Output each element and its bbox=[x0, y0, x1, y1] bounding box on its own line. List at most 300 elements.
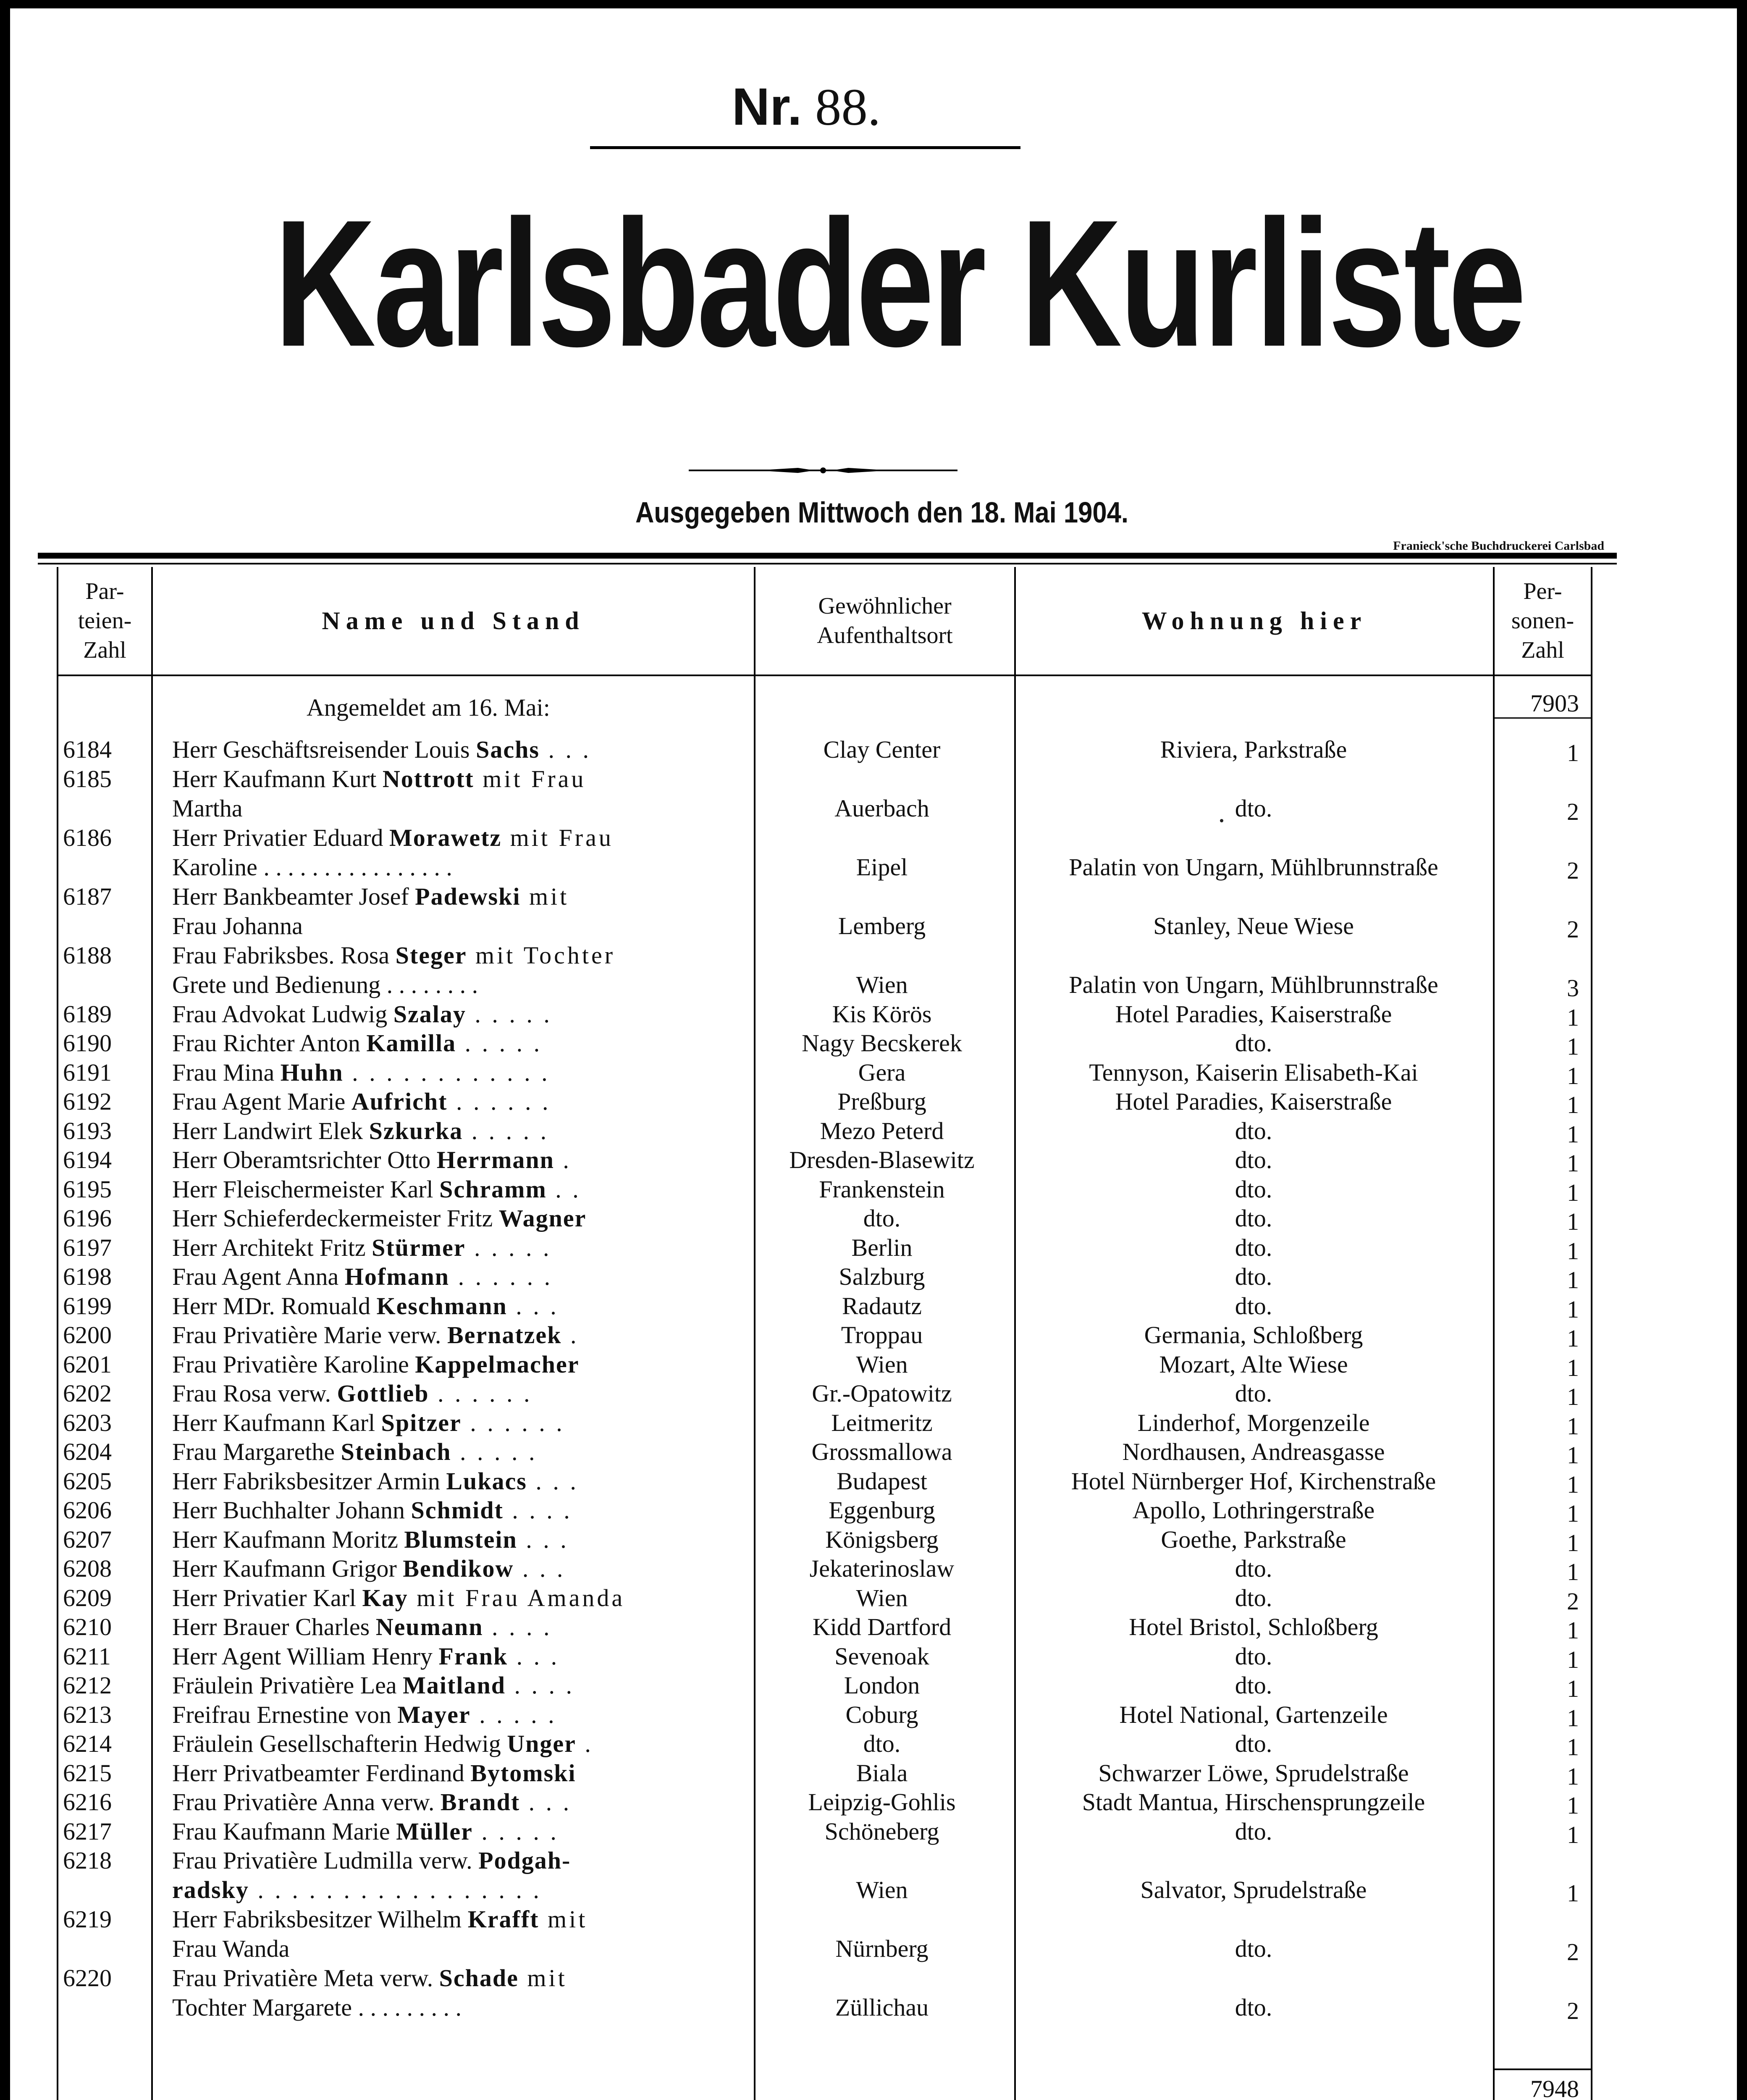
name-text-line2: Frau Johanna bbox=[172, 912, 303, 940]
name-suffix: mit Tochter bbox=[467, 941, 616, 969]
guest-name bbox=[172, 1612, 735, 1642]
name-text: Herr Fabriksbesitzer Armin bbox=[172, 1467, 446, 1495]
col-header-persons: Per-sonen-Zahl bbox=[1511, 578, 1574, 663]
lodging: Salvator, Sprudelstraße bbox=[1140, 1876, 1367, 1903]
persons-count: 1 bbox=[1567, 1762, 1579, 1790]
guest-name bbox=[172, 735, 735, 764]
persons-count: 1 bbox=[1567, 1062, 1579, 1089]
persons-count: 1 bbox=[1567, 1617, 1579, 1644]
usual-residence: dto. bbox=[863, 1730, 901, 1757]
name-text-line2: Tochter Margarete . . . . . . . . . bbox=[172, 1994, 462, 2021]
persons-count: 1 bbox=[1567, 1821, 1579, 1848]
name-text: Frau Privatière Karoline bbox=[172, 1350, 415, 1378]
party-number: 6207 bbox=[63, 1525, 112, 1553]
newspaper-title: Karlsbader Kurliste bbox=[274, 183, 1524, 384]
name-suffix: . . . bbox=[514, 1555, 566, 1582]
lodging: Hotel National, Gartenzeile bbox=[1119, 1701, 1388, 1728]
guest-name bbox=[172, 1729, 735, 1759]
party-number: 6214 bbox=[63, 1730, 112, 1757]
persons-count: 2 bbox=[1567, 1587, 1579, 1615]
divider-ornament-icon bbox=[689, 466, 957, 475]
surname: Nottrott bbox=[382, 765, 474, 793]
usual-residence: dto. bbox=[863, 1205, 901, 1232]
surname: Krafft bbox=[467, 1906, 539, 1933]
name-text: Herr Geschäftsreisender Louis bbox=[172, 736, 476, 763]
surname: Wagner bbox=[498, 1205, 587, 1232]
usual-residence: Züllichau bbox=[835, 1994, 929, 2021]
lodging: dto. bbox=[1235, 794, 1272, 822]
party-number: 6203 bbox=[63, 1409, 112, 1436]
lodging: Goethe, Parkstraße bbox=[1161, 1525, 1346, 1553]
persons-count: 2 bbox=[1567, 856, 1579, 884]
lodging: dto. bbox=[1235, 1642, 1272, 1670]
usual-residence: Troppau bbox=[841, 1321, 923, 1349]
lodging: dto. bbox=[1235, 1994, 1272, 2021]
lodging: Apollo, Lothringerstraße bbox=[1132, 1496, 1375, 1524]
persons-count: 1 bbox=[1567, 1091, 1579, 1118]
persons-count: 1 bbox=[1567, 1295, 1579, 1323]
lodging: dto. bbox=[1235, 1672, 1272, 1699]
party-number: 6197 bbox=[63, 1234, 112, 1261]
persons-count: 1 bbox=[1567, 1237, 1579, 1265]
party-number: 6186 bbox=[63, 824, 112, 851]
total-count: 7948 bbox=[1530, 2075, 1579, 2100]
party-number: 6194 bbox=[63, 1146, 112, 1173]
name-suffix: . . . . . . bbox=[461, 1409, 565, 1436]
guest-name bbox=[172, 1759, 735, 1788]
lodging: Hotel Paradies, Kaiserstraße bbox=[1115, 1088, 1392, 1115]
table-border-right bbox=[1591, 567, 1592, 2100]
name-text: Frau Margarethe bbox=[172, 1438, 341, 1465]
col-header-usual-residence: Gewöhnlicher Aufenthaltsort bbox=[817, 593, 953, 648]
surname: Aufricht bbox=[351, 1088, 448, 1115]
persons-count: 1 bbox=[1567, 1354, 1579, 1381]
party-number: 6202 bbox=[63, 1380, 112, 1407]
header-rule-thin bbox=[38, 563, 1617, 564]
name-suffix: mit bbox=[539, 1906, 588, 1933]
persons-count: 1 bbox=[1567, 1558, 1579, 1586]
guest-name bbox=[172, 764, 735, 823]
name-suffix: mit Frau Amanda bbox=[408, 1584, 625, 1612]
issue-date-line: Ausgegeben Mittwoch den 18. Mai 1904. bbox=[635, 496, 1129, 529]
surname-line2: radsky bbox=[172, 1876, 249, 1903]
lodging: Hotel Nürnberger Hof, Kirchenstraße bbox=[1071, 1467, 1436, 1495]
usual-residence: Jekaterinoslaw bbox=[809, 1555, 955, 1582]
name-suffix: . . . . . bbox=[470, 1701, 557, 1728]
usual-residence: Sevenoak bbox=[834, 1642, 929, 1670]
surname: Frank bbox=[438, 1642, 508, 1670]
usual-residence: Clay Center bbox=[823, 736, 941, 763]
usual-residence: Frankenstein bbox=[819, 1175, 945, 1203]
surname: Bernatzek bbox=[447, 1321, 562, 1349]
issue-label: Nr. bbox=[732, 78, 802, 136]
persons-count: 2 bbox=[1567, 915, 1579, 943]
column-divider-1 bbox=[151, 567, 153, 2100]
guest-name bbox=[172, 1467, 735, 1496]
name-suffix: . . . . . bbox=[466, 1000, 552, 1028]
surname: Hofmann bbox=[344, 1263, 450, 1290]
surname: Sachs bbox=[476, 736, 540, 763]
surname: Herrmann bbox=[436, 1146, 554, 1173]
party-number: 6190 bbox=[63, 1029, 112, 1057]
lodging: dto. bbox=[1235, 1584, 1272, 1612]
party-number: 6192 bbox=[63, 1088, 112, 1115]
name-suffix: mit bbox=[520, 882, 569, 910]
guest-name bbox=[172, 882, 735, 941]
name-text: Herr Kaufmann Kurt bbox=[172, 765, 383, 793]
name-text: Herr Architekt Fritz bbox=[172, 1234, 372, 1261]
party-number: 6209 bbox=[63, 1584, 112, 1612]
name-text: Frau Rosa verw. bbox=[172, 1380, 337, 1407]
lodging: Riviera, Parkstraße bbox=[1160, 736, 1347, 763]
name-suffix: . . . . . bbox=[465, 1234, 552, 1261]
party-number: 6195 bbox=[63, 1175, 112, 1203]
name-text: Frau Privatière Anna verw. bbox=[172, 1788, 441, 1816]
surname: Stürmer bbox=[372, 1234, 466, 1261]
persons-count: 1 bbox=[1567, 1179, 1579, 1206]
party-number: 6199 bbox=[63, 1292, 112, 1320]
usual-residence: Grossmallowa bbox=[811, 1438, 952, 1465]
lodging: Palatin von Ungarn, Mühlbrunnstraße bbox=[1069, 853, 1438, 881]
usual-residence: Berlin bbox=[851, 1234, 913, 1261]
lodging: dto. bbox=[1235, 1380, 1272, 1407]
party-number: 6212 bbox=[63, 1672, 112, 1699]
col-header-name: Name und Stand bbox=[322, 607, 585, 635]
name-suffix: . . . . . . bbox=[429, 1380, 532, 1407]
lodging: Linderhof, Morgenzeile bbox=[1137, 1409, 1370, 1436]
guest-name bbox=[172, 1437, 735, 1467]
name-suffix: . . . bbox=[507, 1292, 559, 1320]
persons-count: 1 bbox=[1567, 1704, 1579, 1732]
name-suffix: . . . . . . bbox=[449, 1263, 553, 1290]
surname: Schade bbox=[439, 1964, 519, 1992]
usual-residence: Leitmeritz bbox=[831, 1409, 933, 1436]
usual-residence: Schöneberg bbox=[824, 1817, 939, 1845]
party-number: 6205 bbox=[63, 1467, 112, 1495]
usual-residence: Dresden-Blasewitz bbox=[789, 1146, 975, 1173]
surname: Schramm bbox=[439, 1175, 547, 1203]
party-number: 6208 bbox=[63, 1555, 112, 1582]
surname: Morawetz bbox=[389, 824, 502, 851]
name-text: Freifrau Ernestine von bbox=[172, 1701, 398, 1728]
name-suffix-line2: . . . . . . . . . . . . . . . . . bbox=[249, 1876, 542, 1903]
name-suffix: . . . . . bbox=[451, 1438, 538, 1465]
surname: Padewski bbox=[415, 882, 521, 910]
usual-residence: Preßburg bbox=[837, 1088, 926, 1115]
name-text: Herr Buchhalter Johann bbox=[172, 1496, 411, 1524]
carry-over-rule bbox=[1495, 717, 1591, 719]
name-suffix: . . . . bbox=[505, 1672, 574, 1699]
party-number: 6191 bbox=[63, 1058, 112, 1086]
guest-name bbox=[172, 1029, 735, 1058]
usual-residence: Radautz bbox=[842, 1292, 922, 1320]
surname: Müller bbox=[396, 1817, 473, 1845]
persons-count: 1 bbox=[1567, 739, 1579, 766]
guest-name bbox=[172, 1846, 735, 1905]
name-suffix: mit bbox=[518, 1964, 567, 1992]
guest-name bbox=[172, 1087, 735, 1116]
surname: Huhn bbox=[280, 1058, 344, 1086]
lodging: dto. bbox=[1235, 1935, 1272, 1962]
issue-underline bbox=[590, 146, 1020, 149]
surname: Szkurka bbox=[369, 1117, 463, 1144]
name-text: Fräulein Gesellschafterin Hedwig bbox=[172, 1730, 507, 1757]
issue-number bbox=[592, 76, 1020, 139]
name-text-line2: Frau Wanda bbox=[172, 1935, 290, 1962]
guest-name bbox=[172, 1671, 735, 1700]
persons-count: 1 bbox=[1567, 1325, 1579, 1352]
persons-count: 1 bbox=[1567, 1208, 1579, 1235]
name-suffix: . bbox=[554, 1146, 572, 1173]
name-text-line2: Martha bbox=[172, 794, 243, 822]
persons-count: 1 bbox=[1567, 1529, 1579, 1557]
persons-count: 1 bbox=[1567, 1500, 1579, 1527]
guest-name bbox=[172, 1554, 735, 1583]
party-number: 6184 bbox=[63, 736, 112, 763]
usual-residence: Gr.-Opatowitz bbox=[812, 1380, 952, 1407]
name-text: Herr Fabriksbesitzer Wilhelm bbox=[172, 1906, 468, 1933]
surname: Keschmann bbox=[376, 1292, 507, 1320]
name-text: Frau Richter Anton bbox=[172, 1029, 367, 1057]
surname: Bendikow bbox=[403, 1555, 514, 1582]
guest-name bbox=[172, 1000, 735, 1029]
name-text: Frau Advokat Ludwig bbox=[172, 1000, 393, 1028]
persons-count: 1 bbox=[1567, 1792, 1579, 1819]
persons-count: 1 bbox=[1567, 1266, 1579, 1294]
name-text-line2: Grete und Bedienung . . . . . . . . bbox=[172, 971, 478, 998]
lodging: Schwarzer Löwe, Sprudelstraße bbox=[1098, 1759, 1409, 1787]
name-text: Herr Kaufmann Grigor bbox=[172, 1555, 403, 1582]
surname: Gottlieb bbox=[337, 1380, 429, 1407]
party-number: 6220 bbox=[63, 1964, 112, 1992]
lodging: dto. bbox=[1235, 1175, 1272, 1203]
name-suffix: . . . . . bbox=[472, 1817, 559, 1845]
party-number: 6210 bbox=[63, 1613, 112, 1641]
column-divider-2 bbox=[754, 567, 755, 2100]
name-suffix: . . . . . . bbox=[447, 1088, 551, 1115]
surname: Brandt bbox=[440, 1788, 520, 1816]
usual-residence: Leipzig-Gohlis bbox=[808, 1788, 956, 1816]
guest-name bbox=[172, 1175, 735, 1204]
persons-count: 1 bbox=[1567, 1646, 1579, 1673]
usual-residence: Wien bbox=[856, 1584, 908, 1612]
persons-count: 3 bbox=[1567, 974, 1579, 1002]
lodging: dto. bbox=[1235, 1029, 1272, 1057]
header-rule-thick bbox=[38, 553, 1617, 559]
name-suffix: . . . . . bbox=[456, 1029, 543, 1057]
surname: Maitland bbox=[403, 1672, 506, 1699]
name-text: Herr Oberamtsrichter Otto bbox=[172, 1146, 437, 1173]
party-number: 6188 bbox=[63, 941, 112, 969]
name-suffix: . . . . bbox=[503, 1496, 572, 1524]
party-number: 6206 bbox=[63, 1496, 112, 1524]
usual-residence: Wien bbox=[856, 1350, 908, 1378]
usual-residence: Biala bbox=[856, 1759, 908, 1787]
persons-count: 2 bbox=[1567, 1997, 1579, 2024]
name-suffix: . . . . . bbox=[463, 1117, 549, 1144]
lodging: dto. bbox=[1235, 1205, 1272, 1232]
usual-residence: Wien bbox=[856, 1876, 908, 1903]
persons-count: 1 bbox=[1567, 1412, 1579, 1440]
party-number: 6201 bbox=[63, 1350, 112, 1378]
name-text: Herr Agent William Henry bbox=[172, 1642, 439, 1670]
lodging: Germania, Schloßberg bbox=[1144, 1321, 1363, 1349]
party-number: 6187 bbox=[63, 882, 112, 910]
page-border-left bbox=[0, 0, 10, 2100]
party-number: 6219 bbox=[63, 1906, 112, 1933]
lodging: Mozart, Alte Wiese bbox=[1159, 1350, 1348, 1378]
lodging: Palatin von Ungarn, Mühlbrunnstraße bbox=[1069, 971, 1438, 998]
name-text: Herr Privatier Eduard bbox=[172, 824, 389, 851]
name-suffix: . . . bbox=[539, 736, 591, 763]
guest-name bbox=[172, 1058, 735, 1087]
guest-name bbox=[172, 1583, 735, 1613]
name-suffix: . . . bbox=[527, 1467, 579, 1495]
name-text: Fräulein Privatière Lea bbox=[172, 1672, 403, 1699]
lodging: dto. bbox=[1235, 1292, 1272, 1320]
party-number: 6193 bbox=[63, 1117, 112, 1144]
persons-count: 1 bbox=[1567, 1150, 1579, 1177]
usual-residence: Auerbach bbox=[834, 794, 929, 822]
lodging: Nordhausen, Andreasgasse bbox=[1122, 1438, 1385, 1465]
guest-name bbox=[172, 1525, 735, 1554]
issue-value: 88. bbox=[815, 79, 881, 136]
name-suffix: mit Frau bbox=[501, 824, 614, 851]
lodging: Stadt Mantua, Hirschensprungzeile bbox=[1082, 1788, 1425, 1816]
name-suffix: . bbox=[561, 1321, 579, 1349]
guest-name bbox=[172, 1905, 735, 1964]
usual-residence: Kidd Dartford bbox=[812, 1613, 952, 1641]
guest-name bbox=[172, 1700, 735, 1730]
party-number: 6204 bbox=[63, 1438, 112, 1465]
party-number: 6185 bbox=[63, 765, 112, 793]
name-suffix: . . . bbox=[517, 1525, 569, 1553]
party-number: 6217 bbox=[63, 1817, 112, 1845]
lodging: Stanley, Neue Wiese bbox=[1153, 912, 1354, 940]
party-number: 6215 bbox=[63, 1759, 112, 1787]
name-suffix: . . . bbox=[508, 1642, 560, 1670]
usual-residence: Königsberg bbox=[825, 1525, 939, 1553]
surname: Lukacs bbox=[446, 1467, 527, 1495]
guest-name bbox=[172, 1320, 735, 1350]
name-text: Herr Landwirt Elek bbox=[172, 1117, 369, 1144]
surname: Szalay bbox=[393, 1000, 466, 1028]
name-suffix: . . . . . . . . . . . . bbox=[343, 1058, 550, 1086]
guest-name bbox=[172, 823, 735, 882]
surname: Bytomski bbox=[470, 1759, 576, 1787]
guest-name bbox=[172, 1642, 735, 1671]
name-text: Frau Agent Anna bbox=[172, 1263, 345, 1290]
persons-count: 1 bbox=[1567, 1033, 1579, 1060]
name-text: Frau Privatière Meta verw. bbox=[172, 1964, 439, 1992]
surname: Kay bbox=[362, 1584, 408, 1612]
persons-count: 2 bbox=[1567, 1938, 1579, 1966]
name-text: Herr Privatbeamter Ferdinand bbox=[172, 1759, 471, 1787]
usual-residence: London bbox=[844, 1672, 920, 1699]
persons-count: 1 bbox=[1567, 1733, 1579, 1761]
printer-imprint: Franieck'sche Buchdruckerei Carlsbad bbox=[1393, 539, 1604, 553]
party-number: 6213 bbox=[63, 1701, 112, 1728]
lodging: dto. bbox=[1235, 1263, 1272, 1290]
persons-count: 1 bbox=[1567, 1470, 1579, 1498]
surname: Kappelmacher bbox=[415, 1350, 580, 1378]
party-number: 6200 bbox=[63, 1321, 112, 1349]
surname: Spitzer bbox=[381, 1409, 462, 1436]
party-number: 6211 bbox=[63, 1642, 111, 1670]
surname: Schmidt bbox=[411, 1496, 504, 1524]
usual-residence: Kis Körös bbox=[832, 1000, 932, 1028]
lodging: dto. bbox=[1235, 1117, 1272, 1144]
name-text: Frau Privatière Ludmilla verw. bbox=[172, 1847, 479, 1874]
name-text: Herr Fleischermeister Karl bbox=[172, 1175, 440, 1203]
lodging: Hotel Paradies, Kaiserstraße bbox=[1115, 1000, 1392, 1028]
name-text: Frau Mina bbox=[172, 1058, 281, 1086]
surname: Podgah- bbox=[478, 1847, 571, 1874]
name-text: Herr Schieferdeckermeister Fritz bbox=[172, 1205, 499, 1232]
guest-name bbox=[172, 1350, 735, 1379]
guest-name bbox=[172, 1379, 735, 1408]
print-speck bbox=[1220, 819, 1223, 822]
guest-name bbox=[172, 1262, 735, 1292]
surname: Neumann bbox=[375, 1613, 483, 1641]
usual-residence: Salzburg bbox=[839, 1263, 925, 1290]
persons-count: 1 bbox=[1567, 1003, 1579, 1031]
persons-count: 2 bbox=[1567, 798, 1579, 825]
header-row-bottom-rule bbox=[57, 675, 1592, 676]
persons-count: 1 bbox=[1567, 1441, 1579, 1469]
name-suffix: . bbox=[576, 1730, 593, 1757]
persons-count: 1 bbox=[1567, 1880, 1579, 1907]
party-number: 6218 bbox=[63, 1847, 112, 1874]
name-text: Frau Fabriksbes. Rosa bbox=[172, 941, 396, 969]
col-header-lodging: Wohnung hier bbox=[1141, 607, 1367, 635]
column-divider-3 bbox=[1014, 567, 1016, 2100]
guest-name bbox=[172, 1204, 735, 1233]
name-text: Herr Privatier Karl bbox=[172, 1584, 362, 1612]
carry-over-count: 7903 bbox=[1530, 690, 1579, 717]
name-text: Herr MDr. Romuald bbox=[172, 1292, 377, 1320]
table-border-left bbox=[57, 567, 58, 2100]
name-text: Herr Bankbeamter Josef bbox=[172, 882, 415, 910]
name-text: Herr Kaufmann Karl bbox=[172, 1409, 381, 1436]
party-number: 6198 bbox=[63, 1263, 112, 1290]
usual-residence: Budapest bbox=[837, 1467, 927, 1495]
page-border-right bbox=[1737, 0, 1747, 2100]
persons-count: 1 bbox=[1567, 1675, 1579, 1702]
lodging: dto. bbox=[1235, 1146, 1272, 1173]
guest-name bbox=[172, 1145, 735, 1175]
surname: Steinbach bbox=[341, 1438, 451, 1465]
name-text: Frau Agent Marie bbox=[172, 1088, 351, 1115]
surname: Steger bbox=[395, 941, 467, 969]
party-number: 6216 bbox=[63, 1788, 112, 1816]
name-suffix: . . . bbox=[520, 1788, 572, 1816]
guest-name bbox=[172, 1233, 735, 1263]
usual-residence: Gera bbox=[858, 1058, 906, 1086]
usual-residence: Lemberg bbox=[838, 912, 926, 940]
name-text: Herr Brauer Charles bbox=[172, 1613, 376, 1641]
col-header-party-number: Par-teien-Zahl bbox=[78, 578, 132, 663]
lodging: dto. bbox=[1235, 1555, 1272, 1582]
usual-residence: Eggenburg bbox=[829, 1496, 935, 1524]
surname: Kamilla bbox=[366, 1029, 456, 1057]
lodging: dto. bbox=[1235, 1817, 1272, 1845]
guest-name bbox=[172, 1788, 735, 1817]
total-rule bbox=[1495, 2068, 1591, 2070]
guest-name bbox=[172, 1408, 735, 1438]
surname: Mayer bbox=[397, 1701, 471, 1728]
name-suffix: . . . . bbox=[483, 1613, 552, 1641]
